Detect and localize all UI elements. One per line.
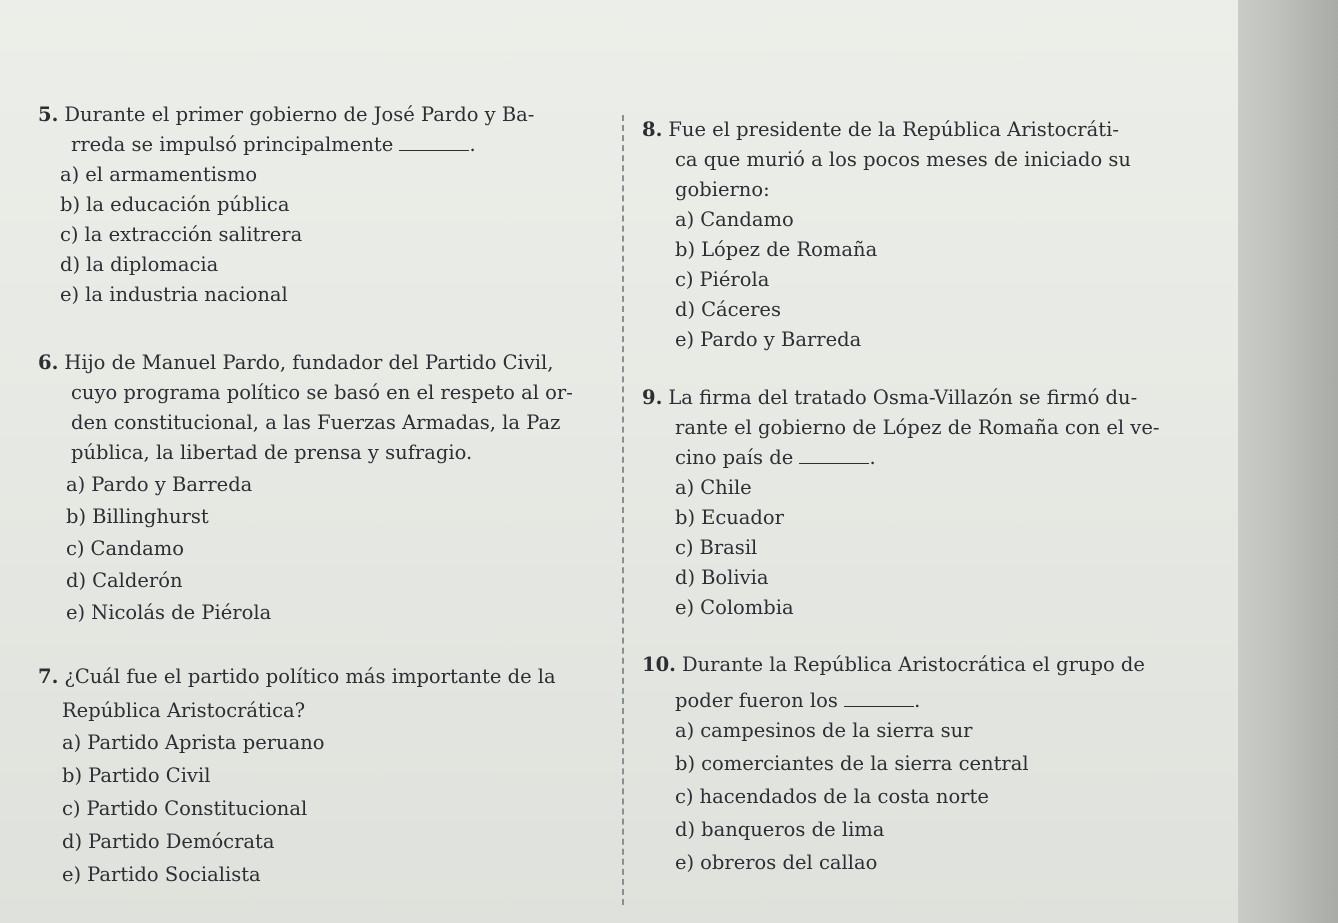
question-text: gobierno: bbox=[675, 178, 770, 201]
option-letter: c) bbox=[62, 797, 81, 820]
option-text: Bolivia bbox=[701, 566, 769, 589]
option-a[interactable] bbox=[66, 470, 608, 500]
option-letter: c) bbox=[675, 536, 694, 559]
question-text: rreda se impulsó principalmente bbox=[71, 133, 394, 156]
option-e[interactable] bbox=[675, 325, 1222, 355]
option-d[interactable] bbox=[66, 566, 608, 596]
answer-blank bbox=[799, 445, 869, 464]
option-c[interactable] bbox=[675, 533, 1222, 563]
option-letter: d) bbox=[62, 830, 83, 853]
option-letter: c) bbox=[675, 268, 694, 291]
option-d[interactable] bbox=[675, 295, 1222, 325]
option-c[interactable] bbox=[675, 265, 1222, 295]
option-text: Billinghurst bbox=[92, 505, 209, 528]
option-text: campesinos de la sierra sur bbox=[700, 719, 973, 742]
question-text: den constitucional, a las Fuerzas Armadas, la Paz bbox=[71, 411, 561, 434]
question-number: 7. bbox=[38, 665, 59, 688]
question-8 bbox=[642, 115, 1222, 355]
option-text: Chile bbox=[700, 476, 752, 499]
question-text: . bbox=[869, 446, 876, 469]
question-text: República Aristocrática? bbox=[62, 699, 306, 722]
option-text: Colombia bbox=[700, 596, 794, 619]
option-letter: e) bbox=[60, 283, 80, 306]
question-text: ca que murió a los pocos meses de iniciado su bbox=[675, 148, 1131, 171]
option-letter: a) bbox=[60, 163, 80, 186]
option-letter: a) bbox=[66, 473, 86, 496]
option-text: Pardo y Barreda bbox=[700, 328, 862, 351]
question-text: . bbox=[469, 133, 476, 156]
option-text: López de Romaña bbox=[701, 238, 878, 261]
option-text: hacendados de la costa norte bbox=[699, 785, 989, 808]
option-b[interactable] bbox=[675, 749, 1222, 779]
option-a[interactable] bbox=[675, 716, 1222, 746]
option-letter: b) bbox=[675, 506, 696, 529]
option-letter: a) bbox=[675, 208, 695, 231]
question-number: 5. bbox=[38, 103, 59, 126]
question-5 bbox=[38, 100, 608, 310]
answer-blank bbox=[399, 132, 469, 151]
option-text: obreros del callao bbox=[700, 851, 878, 874]
question-6 bbox=[38, 348, 608, 628]
option-d[interactable] bbox=[675, 815, 1222, 845]
option-text: Pardo y Barreda bbox=[91, 473, 253, 496]
option-c[interactable] bbox=[66, 534, 608, 564]
option-letter: a) bbox=[675, 719, 695, 742]
option-letter: b) bbox=[62, 764, 83, 787]
option-letter: e) bbox=[675, 596, 695, 619]
option-letter: e) bbox=[675, 851, 695, 874]
question-number: 10. bbox=[642, 653, 676, 676]
question-number: 6. bbox=[38, 351, 59, 374]
option-e[interactable] bbox=[675, 593, 1222, 623]
option-text: Partido Civil bbox=[88, 764, 211, 787]
option-text: Cáceres bbox=[701, 298, 781, 321]
option-letter: b) bbox=[675, 238, 696, 261]
question-10 bbox=[642, 650, 1222, 878]
option-d[interactable] bbox=[675, 563, 1222, 593]
option-text: la educación pública bbox=[86, 193, 290, 216]
option-text: Calderón bbox=[92, 569, 183, 592]
option-a[interactable] bbox=[675, 473, 1222, 503]
question-text: Durante la República Aristocrática el grupo de bbox=[681, 653, 1145, 676]
question-text: Durante el primer gobierno de José Pardo y Ba- bbox=[64, 103, 535, 126]
option-text: Partido Aprista peruano bbox=[87, 731, 325, 754]
option-b[interactable] bbox=[66, 502, 608, 532]
option-text: Candamo bbox=[90, 537, 184, 560]
question-number: 8. bbox=[642, 118, 663, 141]
question-text: Hijo de Manuel Pardo, fundador del Partido Civil, bbox=[64, 351, 554, 374]
option-d[interactable] bbox=[60, 250, 608, 280]
option-text: la diplomacia bbox=[86, 253, 219, 276]
option-text: la industria nacional bbox=[85, 283, 288, 306]
option-text: Ecuador bbox=[701, 506, 784, 529]
option-text: banqueros de lima bbox=[701, 818, 885, 841]
option-d[interactable] bbox=[62, 827, 608, 857]
option-text: Partido Demócrata bbox=[88, 830, 275, 853]
option-b[interactable] bbox=[60, 190, 608, 220]
option-e[interactable] bbox=[675, 848, 1222, 878]
option-c[interactable] bbox=[675, 782, 1222, 812]
option-text: Nicolás de Piérola bbox=[91, 601, 272, 624]
option-letter: c) bbox=[66, 537, 85, 560]
option-letter: d) bbox=[675, 566, 696, 589]
option-letter: d) bbox=[675, 298, 696, 321]
question-text: Fue el presidente de la República Aristocráti- bbox=[668, 118, 1119, 141]
option-b[interactable] bbox=[675, 503, 1222, 533]
question-text: ¿Cuál fue el partido político más importante de la bbox=[64, 665, 556, 688]
option-letter: e) bbox=[675, 328, 695, 351]
option-a[interactable] bbox=[60, 160, 608, 190]
option-letter: c) bbox=[675, 785, 694, 808]
question-text: . bbox=[914, 689, 921, 712]
option-letter: a) bbox=[62, 731, 82, 754]
option-letter: e) bbox=[62, 863, 82, 886]
option-text: Candamo bbox=[700, 208, 794, 231]
column-divider bbox=[622, 115, 624, 905]
option-text: Piérola bbox=[699, 268, 770, 291]
option-letter: d) bbox=[66, 569, 87, 592]
question-text: La firma del tratado Osma-Villazón se firmó du- bbox=[668, 386, 1138, 409]
question-9 bbox=[642, 383, 1222, 623]
option-text: Brasil bbox=[699, 536, 758, 559]
option-e[interactable] bbox=[66, 598, 608, 628]
option-letter: b) bbox=[66, 505, 87, 528]
option-letter: d) bbox=[675, 818, 696, 841]
question-text: cuyo programa político se basó en el respeto al or- bbox=[71, 381, 573, 404]
question-text: cino país de bbox=[675, 446, 794, 469]
option-letter: b) bbox=[60, 193, 81, 216]
option-text: la extracción salitrera bbox=[84, 223, 303, 246]
option-b[interactable] bbox=[675, 235, 1222, 265]
option-a[interactable] bbox=[62, 728, 608, 758]
option-e[interactable] bbox=[60, 280, 608, 310]
option-letter: b) bbox=[675, 752, 696, 775]
option-text: el armamentismo bbox=[85, 163, 258, 186]
option-text: comerciantes de la sierra central bbox=[701, 752, 1029, 775]
question-number: 9. bbox=[642, 386, 663, 409]
page-edge bbox=[1238, 0, 1338, 923]
option-b[interactable] bbox=[62, 761, 608, 791]
option-text: Partido Socialista bbox=[87, 863, 261, 886]
option-e[interactable] bbox=[62, 860, 608, 890]
option-c[interactable] bbox=[62, 794, 608, 824]
question-text: pública, la libertad de prensa y sufragio. bbox=[71, 441, 473, 464]
option-letter: c) bbox=[60, 223, 79, 246]
option-letter: a) bbox=[675, 476, 695, 499]
question-text: rante el gobierno de López de Romaña con el ve- bbox=[675, 416, 1160, 439]
question-text: poder fueron los bbox=[675, 689, 838, 712]
option-letter: d) bbox=[60, 253, 81, 276]
option-a[interactable] bbox=[675, 205, 1222, 235]
option-letter: e) bbox=[66, 601, 86, 624]
option-text: Partido Constitucional bbox=[86, 797, 308, 820]
option-c[interactable] bbox=[60, 220, 608, 250]
answer-blank bbox=[844, 688, 914, 707]
question-7 bbox=[38, 662, 608, 890]
